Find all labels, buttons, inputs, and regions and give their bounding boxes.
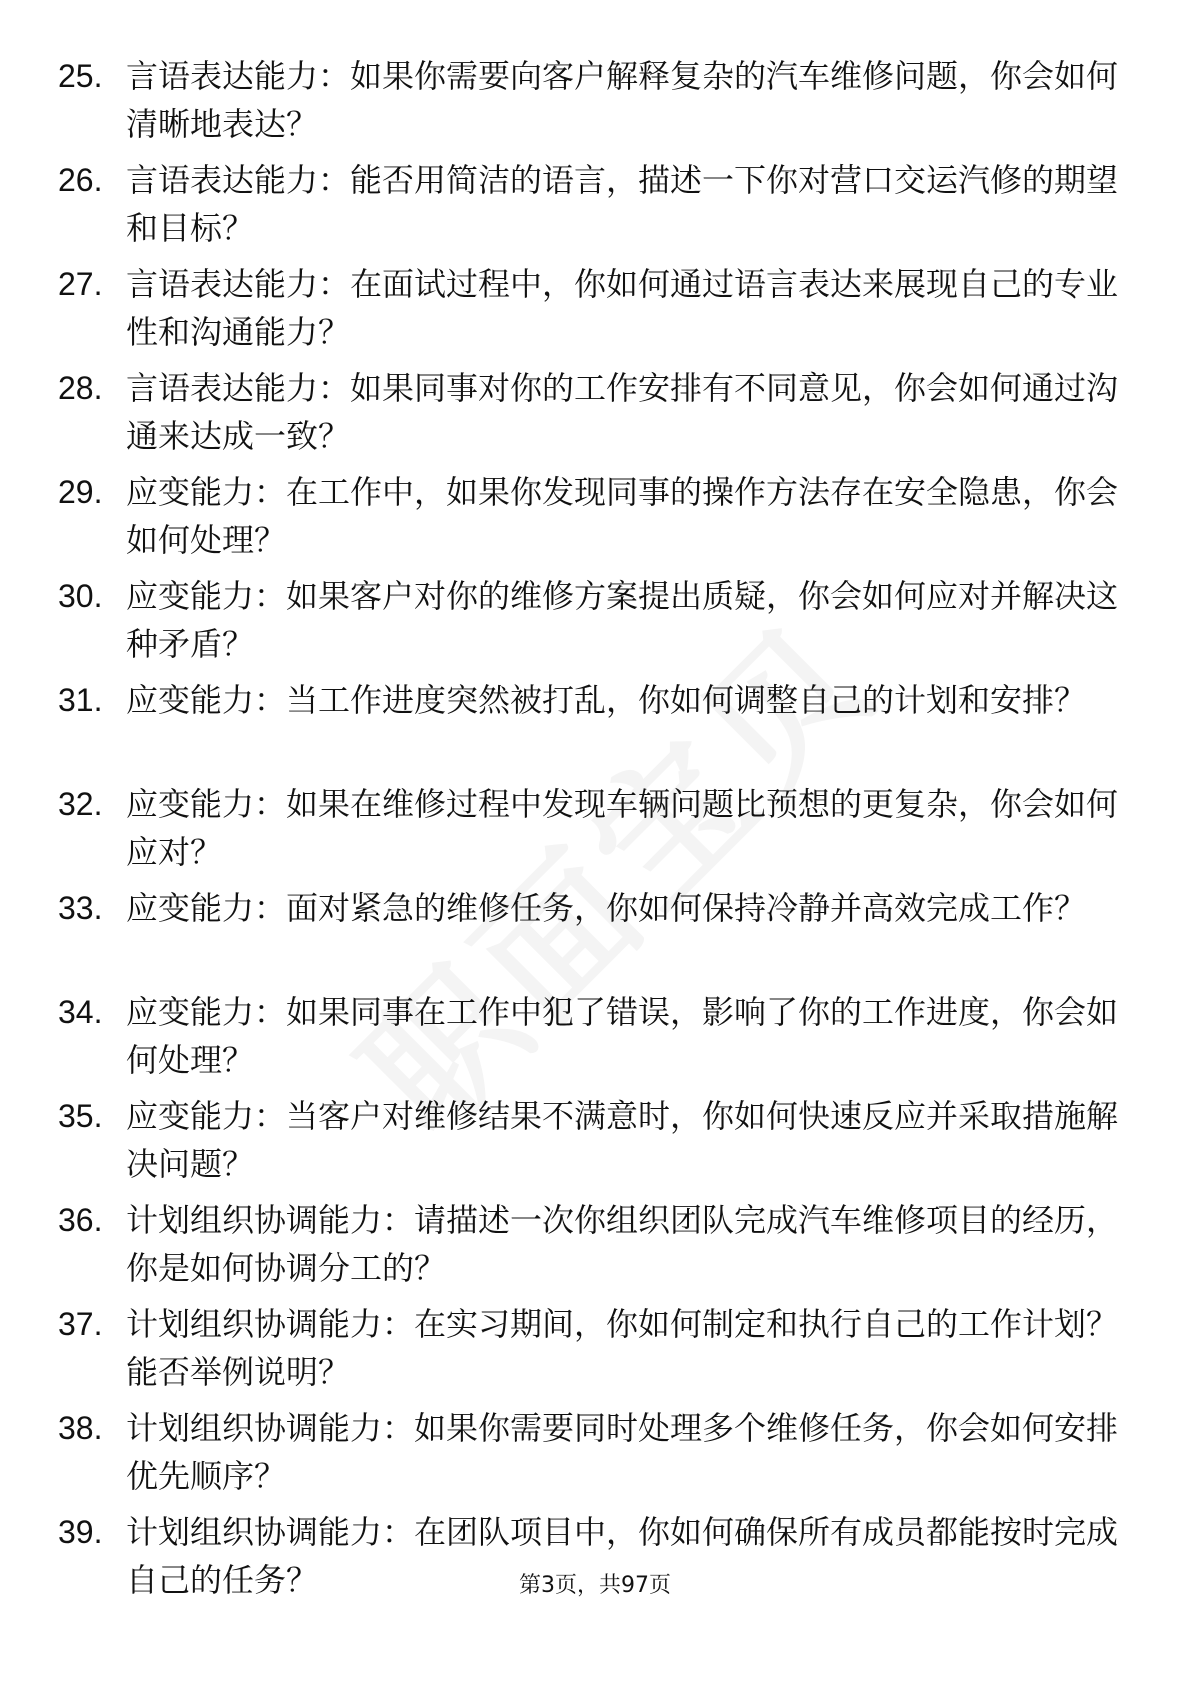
- question-number: 36.: [58, 1202, 103, 1238]
- question-text: 应变能力：面对紧急的维修任务，你如何保持冷静并高效完成工作？: [126, 889, 1087, 927]
- question-item: [0, 1092, 1190, 1196]
- question-text: 计划组织协调能力：在团队项目中，你如何确保所有成员都能按时完成自己的任务？: [126, 1513, 1119, 1599]
- question-number: 26.: [58, 162, 103, 198]
- question-text: 计划组织协调能力：请描述一次你组织团队完成汽车维修项目的经历，你是如何协调分工的？: [126, 1201, 1119, 1287]
- question-number: 39.: [58, 1514, 103, 1550]
- question-text: 应变能力：如果在维修过程中发现车辆问题比预想的更复杂，你会如何应对？: [126, 785, 1119, 871]
- question-item: [0, 676, 1190, 780]
- question-number: 30.: [58, 578, 103, 614]
- question-item: [0, 572, 1190, 676]
- question-number: 31.: [58, 682, 103, 718]
- question-item: [0, 1404, 1190, 1508]
- question-list: [0, 52, 1190, 1612]
- question-number: 28.: [58, 370, 103, 406]
- question-text: 应变能力：当客户对维修结果不满意时，你如何快速反应并采取措施解决问题？: [126, 1097, 1119, 1183]
- question-number: 34.: [58, 994, 103, 1030]
- question-text: 应变能力：如果同事在工作中犯了错误，影响了你的工作进度，你会如何处理？: [126, 993, 1119, 1079]
- question-item: [0, 468, 1190, 572]
- question-text: 应变能力：如果客户对你的维修方案提出质疑，你会如何应对并解决这种矛盾？: [126, 577, 1119, 663]
- question-item: [0, 780, 1190, 884]
- question-item: [0, 884, 1190, 988]
- question-number: 27.: [58, 266, 103, 302]
- question-number: 33.: [58, 890, 103, 926]
- question-number: 38.: [58, 1410, 103, 1446]
- question-text: 言语表达能力：如果同事对你的工作安排有不同意见，你会如何通过沟通来达成一致？: [126, 369, 1119, 455]
- question-text: 言语表达能力：如果你需要向客户解释复杂的汽车维修问题，你会如何清晰地表达？: [126, 57, 1119, 143]
- question-item: [0, 156, 1190, 260]
- page-indicator: 第3页，共97页: [519, 1573, 671, 1598]
- question-text: 应变能力：当工作进度突然被打乱，你如何调整自己的计划和安排？: [126, 681, 1087, 719]
- question-text: 言语表达能力：能否用简洁的语言，描述一下你对营口交运汽修的期望和目标？: [126, 161, 1119, 247]
- question-number: 37.: [58, 1306, 103, 1342]
- question-item: [0, 1300, 1190, 1404]
- question-text: 计划组织协调能力：如果你需要同时处理多个维修任务，你会如何安排优先顺序？: [126, 1409, 1119, 1495]
- question-number: 32.: [58, 786, 103, 822]
- question-text: 言语表达能力：在面试过程中，你如何通过语言表达来展现自己的专业性和沟通能力？: [126, 265, 1119, 351]
- question-number: 25.: [58, 58, 103, 94]
- page-footer: [0, 1571, 1190, 1601]
- question-number: 29.: [58, 474, 103, 510]
- question-text: 应变能力：在工作中，如果你发现同事的操作方法存在安全隐患，你会如何处理？: [126, 473, 1119, 559]
- question-text: 计划组织协调能力：在实习期间，你如何制定和执行自己的工作计划？能否举例说明？: [126, 1305, 1119, 1391]
- question-item: [0, 52, 1190, 156]
- question-item: [0, 1196, 1190, 1300]
- question-number: 35.: [58, 1098, 103, 1134]
- question-item: [0, 364, 1190, 468]
- question-item: [0, 260, 1190, 364]
- question-item: [0, 988, 1190, 1092]
